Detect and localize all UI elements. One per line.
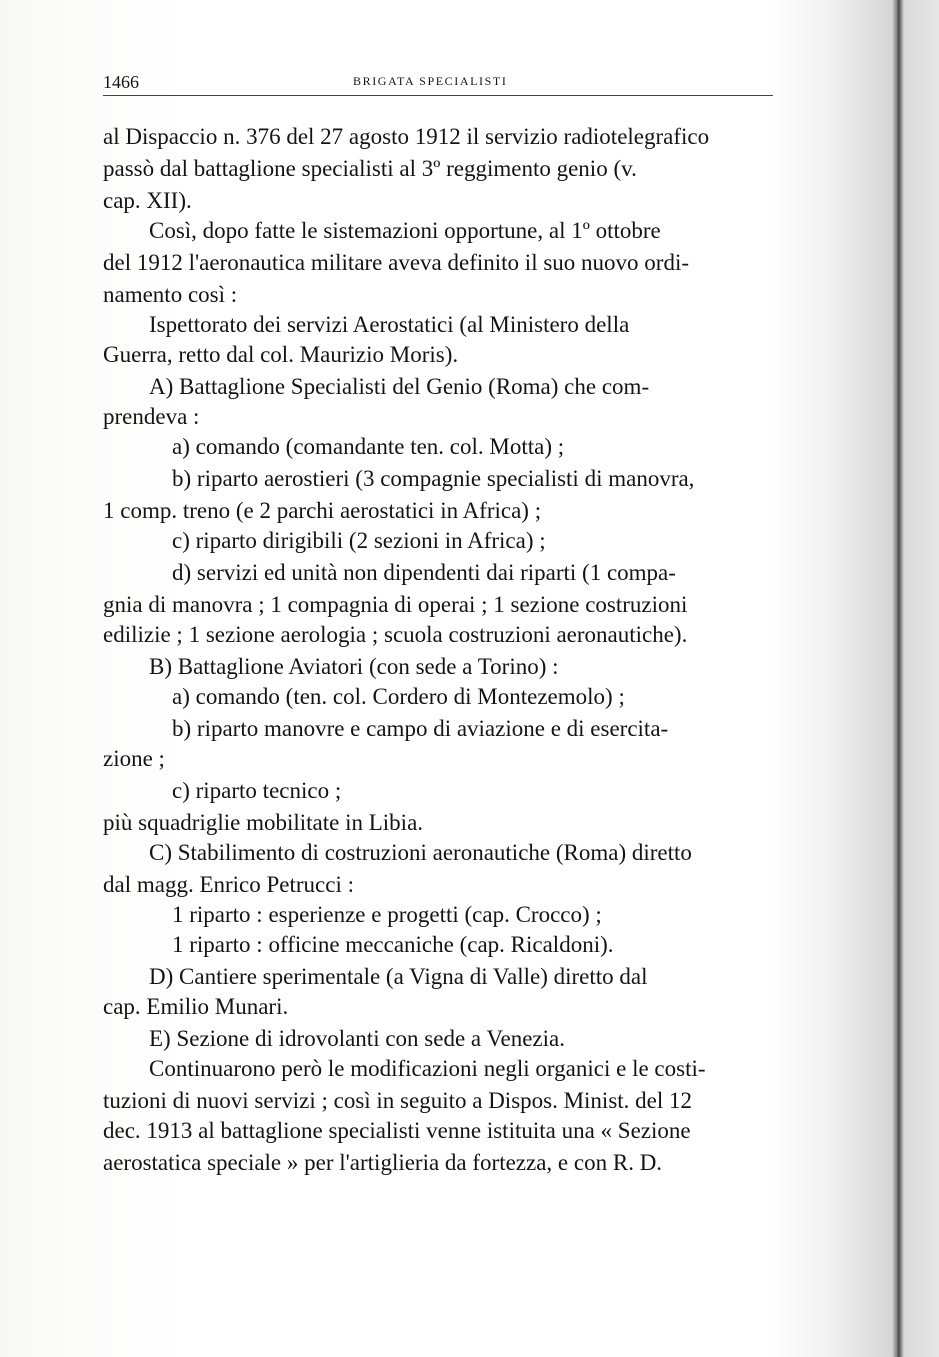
text-line: b) riparto aerostieri (3 compagnie specialisti di manovra, (172, 466, 695, 491)
text-line: dal magg. Enrico Petrucci : (103, 872, 355, 897)
text-line: del 1912 l'aeronautica militare aveva definito il suo nuovo ordi- (103, 250, 689, 275)
text-line: zione ; (103, 746, 165, 771)
text-line: cap. Emilio Munari. (103, 994, 289, 1019)
text-line: 1 riparto : officine meccaniche (cap. Ricaldoni). (172, 932, 614, 957)
text-line: a) comando (comandante ten. col. Motta) ; (172, 434, 565, 459)
text-line: 1 riparto : esperienze e progetti (cap. Crocco) ; (172, 902, 602, 927)
text-line: prendeva : (103, 404, 200, 429)
text-line: tuzioni di nuovi servizi ; così in seguito a Dispos. Minist. del 12 (103, 1088, 693, 1113)
text-line: edilizie ; 1 sezione aerologia ; scuola costruzioni aeronautiche). (103, 622, 688, 647)
text-line: c) riparto dirigibili (2 sezioni in Africa) ; (172, 528, 546, 553)
running-head: BRIGATA SPECIALISTI (353, 74, 508, 88)
text-line: namento così : (103, 282, 238, 307)
page-binding-shadow (892, 0, 904, 1357)
text-line: b) riparto manovre e campo di aviazione e di esercita- (172, 716, 669, 741)
text-line: C) Stabilimento di costruzioni aeronautiche (Roma) diretto (149, 840, 692, 865)
text-line: al Dispaccio n. 376 del 27 agosto 1912 il servizio radiotelegrafico (103, 124, 710, 149)
text-line: Continuarono però le modificazioni negli organici e le costi- (149, 1056, 706, 1081)
text-line: d) servizi ed unità non dipendenti dai riparti (1 compa- (172, 560, 676, 585)
text-line: E) Sezione di idrovolanti con sede a Venezia. (149, 1026, 565, 1051)
text-line: Ispettorato dei servizi Aerostatici (al Ministero della (149, 312, 630, 337)
text-line: più squadriglie mobilitate in Libia. (103, 810, 424, 835)
text-line: Così, dopo fatte le sistemazioni opportune, al 1º ottobre (149, 218, 661, 243)
page-header (103, 71, 773, 96)
text-line: aerostatica speciale » per l'artiglieria da fortezza, e con R. D. (103, 1150, 663, 1175)
text-line: D) Cantiere sperimentale (a Vigna di Valle) diretto dal (149, 964, 648, 989)
text-line: B) Battaglione Aviatori (con sede a Torino) : (149, 654, 559, 679)
page-number: 1466 (103, 72, 139, 92)
text-line: a) comando (ten. col. Cordero di Montezemolo) ; (172, 684, 625, 709)
text-line: 1 comp. treno (e 2 parchi aerostatici in Africa) ; (103, 498, 542, 523)
text-line: gnia di manovra ; 1 compagnia di operai ; 1 sezione costruzioni (103, 592, 688, 617)
text-line: passò dal battaglione specialisti al 3º reggimento genio (v. (103, 156, 637, 181)
text-line: A) Battaglione Specialisti del Genio (Roma) che com- (149, 374, 650, 399)
text-line: Guerra, retto dal col. Maurizio Moris). (103, 342, 459, 367)
text-line: c) riparto tecnico ; (172, 778, 342, 803)
text-line: cap. XII). (103, 188, 192, 213)
text-line: dec. 1913 al battaglione specialisti venne istituita una « Sezione (103, 1118, 691, 1143)
